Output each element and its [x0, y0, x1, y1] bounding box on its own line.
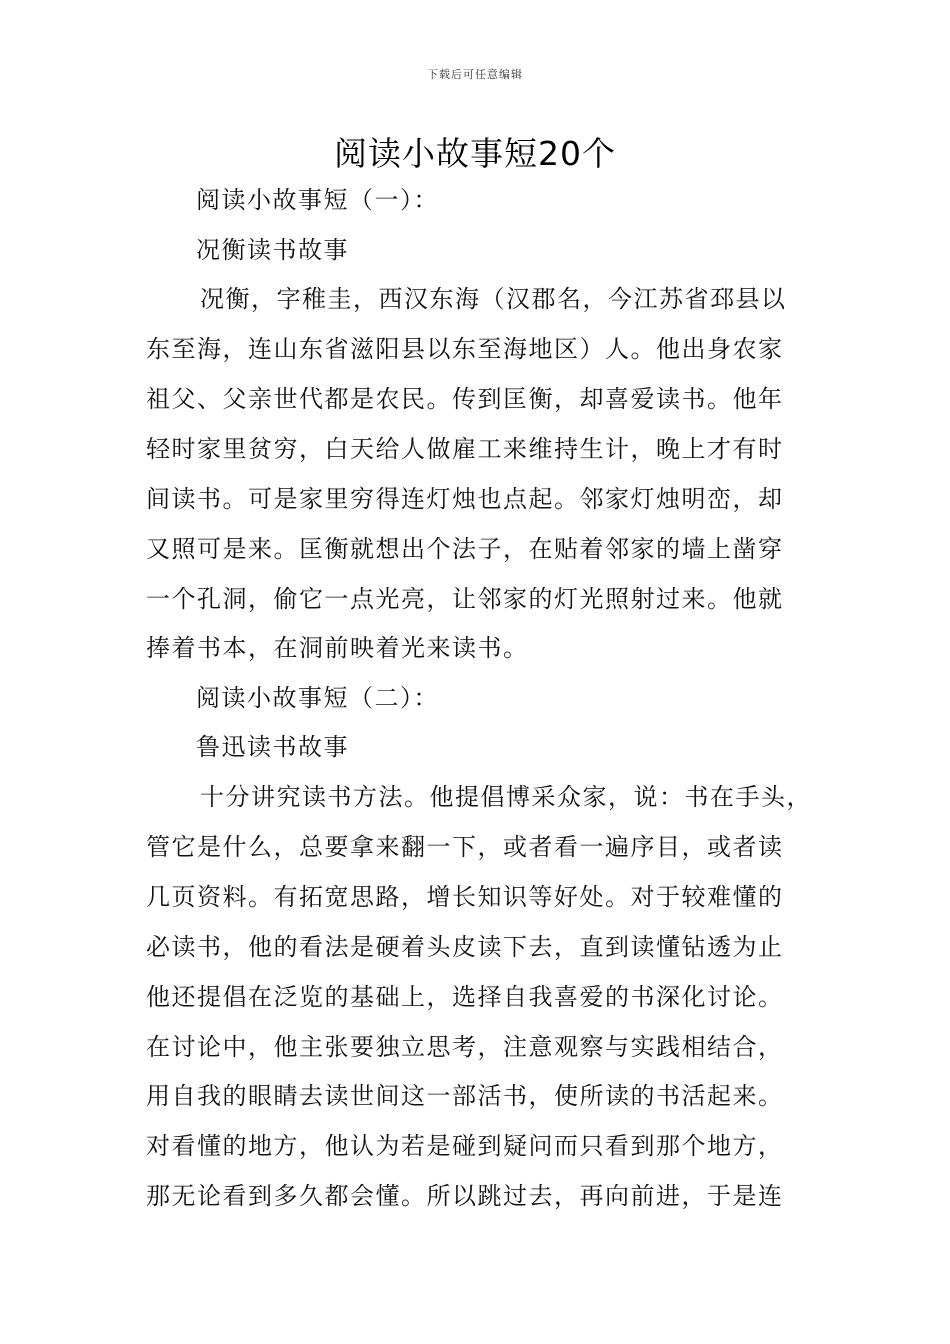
- paragraph-line: 捧着书本，在洞前映着光来读书。: [146, 634, 529, 662]
- paragraph-line: 在讨论中，他主张要独立思考，注意观察与实践相结合，: [146, 1033, 784, 1061]
- paragraph-line: 轻时家里贫穷，白天给人做雇工来维持生计，晚上才有时: [146, 435, 784, 463]
- paragraph-line: 他还提倡在泛览的基础上，选择自我喜爱的书深化讨论。: [146, 983, 784, 1011]
- story-title: 鲁迅读书故事: [196, 733, 349, 761]
- paragraph-line: 对看懂的地方，他认为若是碰到疑问而只看到那个地方，: [146, 1132, 784, 1160]
- paragraph-line: 十分讲究读书方法。他提倡博采众家，说：书在手头，: [200, 783, 812, 811]
- paragraph-line: 一个孔洞，偷它一点光亮，让邻家的灯光照射过来。他就: [146, 585, 784, 613]
- paragraph-line: 东至海，连山东省滋阳县以东至海地区）人。他出身农家: [146, 335, 784, 363]
- paragraph-line: 祖父、父亲世代都是农民。传到匡衡，却喜爱读书。他年: [146, 385, 784, 413]
- section-heading: 阅读小故事短（二）：: [196, 684, 439, 712]
- paragraph-line: 又照可是来。匡衡就想出个法子，在贴着邻家的墙上凿穿: [146, 535, 784, 563]
- paragraph-line: 况衡，字稚圭，西汉东海（汉郡名，今江苏省邳县以: [200, 285, 787, 313]
- paragraph-line: 管它是什么，总要拿来翻一下，或者看一遍序目，或者读: [146, 833, 784, 861]
- header-note: 下载后可任意编辑: [427, 68, 523, 81]
- paragraph-line: 那无论看到多久都会懂。所以跳过去，再向前进，于是连: [146, 1182, 784, 1210]
- document-title: 阅读小故事短20个: [334, 134, 616, 173]
- paragraph-line: 间读书。可是家里穷得连灯烛也点起。邻家灯烛明峦，却: [146, 485, 784, 513]
- paragraph-line: 必读书，他的看法是硬着头皮读下去，直到读懂钻透为止: [146, 933, 784, 961]
- section-heading: 阅读小故事短（一）：: [196, 186, 439, 214]
- paragraph-line: 用自我的眼睛去读世间这一部活书，使所读的书活起来。: [146, 1082, 784, 1110]
- story-title: 况衡读书故事: [196, 236, 349, 264]
- paragraph-line: 几页资料。有拓宽思路，增长知识等好处。对于较难懂的: [146, 883, 784, 911]
